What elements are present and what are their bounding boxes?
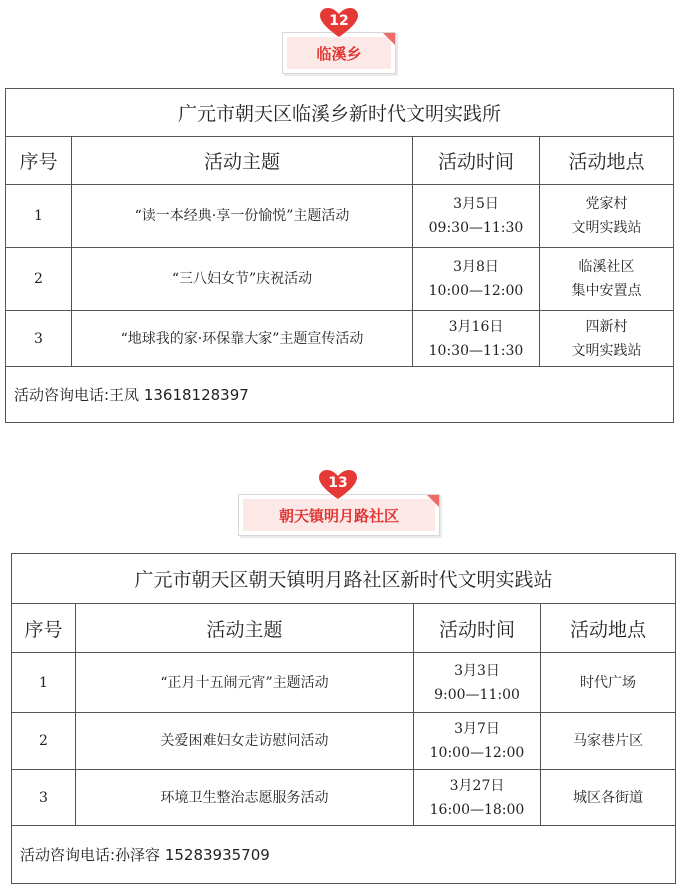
badge-label: 临溪乡 (316, 44, 362, 63)
row-no: 1 (12, 653, 76, 713)
section-number: 13 (328, 475, 348, 491)
heart-icon (319, 470, 357, 500)
badge-tag (282, 32, 396, 74)
header-no: 序号 (12, 604, 76, 653)
contact-phone: 活动咨询电话:孙泽容 15283935709 (12, 826, 676, 884)
table-title: 广元市朝天区朝天镇明月路社区新时代文明实践站 (12, 554, 676, 604)
row-place-line1: 党家村 (585, 196, 628, 212)
row-no: 2 (12, 713, 76, 770)
header-theme: 活动主题 (76, 604, 414, 653)
table-row (12, 713, 676, 770)
row-theme: “读一本经典·享一份愉悦”主题活动 (72, 185, 413, 248)
row-theme: “正月十五闹元宵”主题活动 (76, 653, 414, 713)
schedule-table (11, 553, 676, 884)
row-date: 3月7日 (454, 721, 500, 737)
row-place: 马家巷片区 (541, 713, 676, 770)
row-place (540, 311, 674, 367)
row-place: 城区各街道 (541, 770, 676, 826)
header-time: 活动时间 (414, 604, 541, 653)
row-theme: “地球我的家·环保靠大家”主题宣传活动 (72, 311, 413, 367)
row-theme: “三八妇女节”庆祝活动 (72, 248, 413, 311)
heart-icon (320, 8, 358, 38)
row-time (413, 311, 540, 367)
row-no: 2 (6, 248, 72, 311)
row-place-line2: 文明实践站 (571, 342, 642, 359)
contact-phone: 活动咨询电话:王凤 13618128397 (6, 367, 674, 423)
row-time (414, 713, 541, 770)
row-hours: 10:00—12:00 (429, 745, 525, 761)
row-theme: 环境卫生整治志愿服务活动 (76, 770, 414, 826)
row-hours: 09:30—11:30 (428, 220, 524, 236)
header-no: 序号 (6, 137, 72, 185)
table-row (6, 185, 674, 248)
row-date: 3月16日 (448, 318, 504, 335)
row-place-line1: 四新村 (585, 318, 628, 335)
tag-fold-corner (383, 33, 395, 45)
table-title: 广元市朝天区临溪乡新时代文明实践所 (6, 89, 674, 137)
row-date: 3月3日 (454, 662, 500, 679)
row-theme: 关爱困难妇女走访慰问活动 (76, 713, 414, 770)
row-time (413, 248, 540, 311)
table-row (6, 248, 674, 311)
tag-fold-corner (427, 495, 439, 507)
row-place (540, 185, 674, 248)
row-hours: 10:00—12:00 (428, 283, 524, 299)
badge-tag (238, 494, 440, 536)
section-number: 12 (329, 13, 349, 29)
table-row (12, 770, 676, 826)
row-date: 3月27日 (449, 777, 505, 794)
row-hours: 16:00—18:00 (429, 801, 525, 818)
row-no: 3 (6, 311, 72, 367)
row-time (413, 185, 540, 248)
row-place-line1: 临溪社区 (578, 259, 635, 275)
row-no: 1 (6, 185, 72, 248)
row-no: 3 (12, 770, 76, 826)
table-row (6, 311, 674, 367)
section-badge (238, 470, 442, 536)
section-badge (282, 8, 398, 74)
row-place-line2: 集中安置点 (571, 283, 642, 299)
row-hours: 10:30—11:30 (428, 342, 524, 359)
header-place: 活动地点 (540, 137, 674, 185)
section-linxi (0, 0, 682, 430)
header-theme: 活动主题 (72, 137, 413, 185)
badge-label: 朝天镇明月路社区 (278, 506, 399, 525)
header-time: 活动时间 (413, 137, 540, 185)
schedule-table (5, 88, 674, 423)
row-place (540, 248, 674, 311)
row-time (414, 653, 541, 713)
row-date: 3月5日 (453, 196, 499, 212)
row-hours: 9:00—11:00 (434, 686, 520, 703)
header-place: 活动地点 (541, 604, 676, 653)
row-time (414, 770, 541, 826)
row-place: 时代广场 (541, 653, 676, 713)
row-date: 3月8日 (453, 259, 499, 275)
row-place-line2: 文明实践站 (571, 220, 642, 236)
section-mingyuelu (0, 460, 682, 889)
table-row (12, 653, 676, 713)
